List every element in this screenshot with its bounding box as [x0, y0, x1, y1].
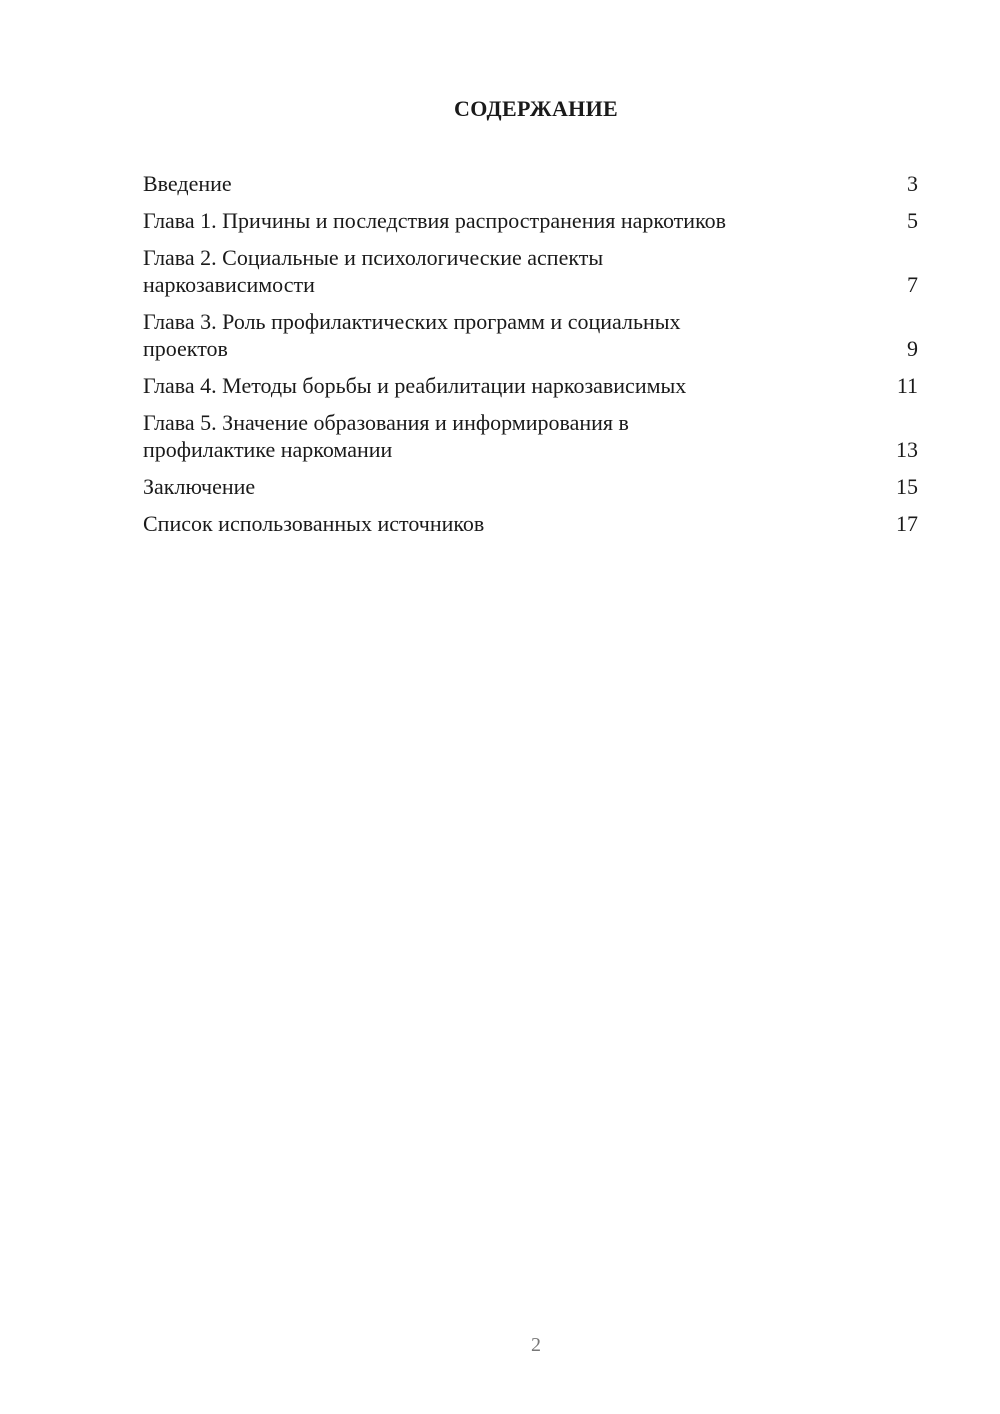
page-title: СОДЕРЖАНИЕ: [454, 96, 618, 121]
toc-entry-chapter-3: [143, 308, 918, 362]
toc-entry-title: Глава 5. Значение образования и информирования в профилактике наркомании: [143, 410, 629, 462]
toc-entry-chapter-5: [143, 409, 918, 463]
toc-entry-chapter-2: [143, 244, 918, 298]
toc-entry-chapter-1: [143, 207, 918, 234]
toc-entry-title: Глава 3. Роль профилактических программ и социальных проектов: [143, 309, 681, 361]
page-number: 2: [531, 1334, 541, 1356]
toc-entry-references: [143, 510, 918, 537]
toc-entry-page: 17: [896, 511, 918, 536]
toc-entry-title: Список использованных источников: [143, 511, 485, 536]
toc-entry-introduction: [143, 170, 918, 197]
toc-entry-page: 11: [896, 373, 918, 398]
toc-entry-title: Заключение: [143, 474, 256, 499]
toc-entry-title: Глава 2. Социальные и психологические аспекты наркозависимости: [143, 245, 604, 297]
toc-entry-conclusion: [143, 473, 918, 500]
toc-entry-title: Глава 1. Причины и последствия распространения наркотиков: [143, 208, 727, 233]
toc-entry-page: 9: [907, 336, 918, 361]
toc-entry-title: Глава 4. Методы борьбы и реабилитации наркозависимых: [143, 373, 687, 398]
toc-entry-page: 5: [907, 208, 918, 233]
toc-entry-page: 13: [896, 437, 918, 462]
toc-entry-page: 7: [907, 272, 918, 297]
toc-entry-chapter-4: [143, 372, 918, 399]
toc-entry-title: Введение: [143, 171, 232, 196]
toc-entry-page: 15: [896, 474, 918, 499]
toc-entry-page: 3: [907, 171, 918, 196]
table-of-contents: [143, 170, 918, 547]
